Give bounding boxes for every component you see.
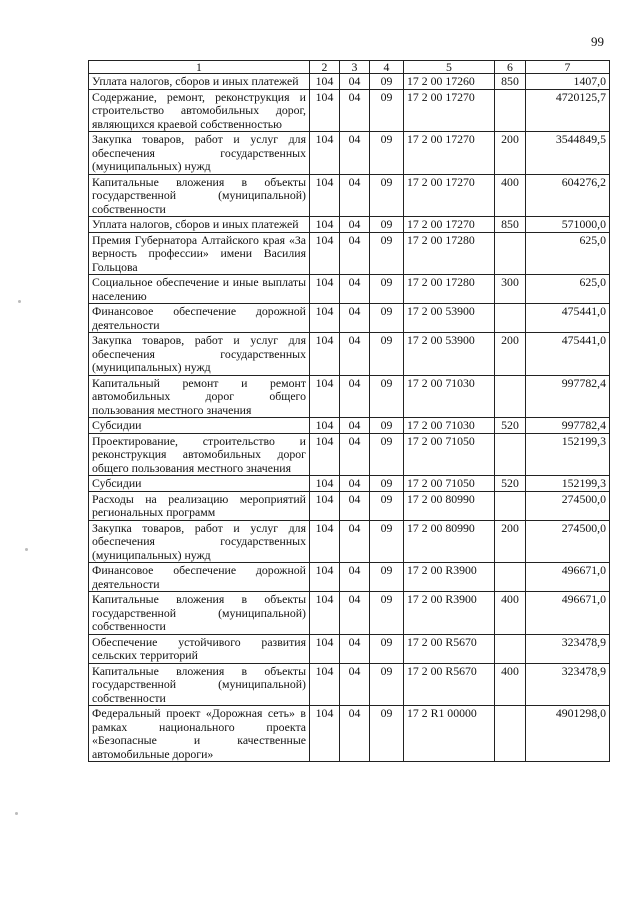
cell-code-5: 17 2 00 17270 xyxy=(404,89,495,132)
cell-code-2: 104 xyxy=(310,89,340,132)
table-row xyxy=(89,333,610,376)
header-cell: 3 xyxy=(340,61,370,74)
cell-amount: 496671,0 xyxy=(526,563,610,592)
cell-code-6 xyxy=(495,433,526,476)
cell-code-2: 104 xyxy=(310,476,340,492)
cell-code-4: 09 xyxy=(370,304,404,333)
cell-name: Капитальные вложения в объекты государственной (муниципальной) собственности xyxy=(89,592,310,635)
cell-code-2: 104 xyxy=(310,304,340,333)
table-row xyxy=(89,375,610,418)
cell-code-5: 17 2 00 80990 xyxy=(404,520,495,563)
budget-table xyxy=(88,60,610,762)
cell-code-4: 09 xyxy=(370,663,404,706)
cell-code-3: 04 xyxy=(340,491,370,520)
table-row xyxy=(89,563,610,592)
cell-code-5: 17 2 00 17270 xyxy=(404,217,495,233)
cell-code-5: 17 2 00 71050 xyxy=(404,476,495,492)
table-row xyxy=(89,174,610,217)
cell-amount: 997782,4 xyxy=(526,418,610,434)
cell-amount: 496671,0 xyxy=(526,592,610,635)
table-row xyxy=(89,433,610,476)
cell-code-3: 04 xyxy=(340,563,370,592)
cell-code-4: 09 xyxy=(370,706,404,762)
table-row xyxy=(89,663,610,706)
cell-code-5: 17 2 00 R3900 xyxy=(404,563,495,592)
header-cell: 4 xyxy=(370,61,404,74)
cell-amount: 152199,3 xyxy=(526,476,610,492)
cell-code-4: 09 xyxy=(370,563,404,592)
cell-name: Капитальные вложения в объекты государственной (муниципальной) собственности xyxy=(89,663,310,706)
cell-name: Уплата налогов, сборов и иных платежей xyxy=(89,217,310,233)
cell-code-6: 200 xyxy=(495,520,526,563)
cell-code-2: 104 xyxy=(310,174,340,217)
cell-code-5: 17 2 00 53900 xyxy=(404,304,495,333)
cell-code-5: 17 2 00 53900 xyxy=(404,333,495,376)
cell-amount: 3544849,5 xyxy=(526,132,610,175)
cell-code-3: 04 xyxy=(340,333,370,376)
cell-code-2: 104 xyxy=(310,333,340,376)
cell-code-3: 04 xyxy=(340,217,370,233)
cell-name: Уплата налогов, сборов и иных платежей xyxy=(89,74,310,90)
cell-name: Финансовое обеспечение дорожной деятельности xyxy=(89,304,310,333)
cell-code-6: 520 xyxy=(495,418,526,434)
cell-code-3: 04 xyxy=(340,433,370,476)
cell-code-4: 09 xyxy=(370,333,404,376)
table-row xyxy=(89,592,610,635)
cell-code-6 xyxy=(495,634,526,663)
cell-code-6 xyxy=(495,375,526,418)
table-row xyxy=(89,304,610,333)
cell-name: Субсидии xyxy=(89,476,310,492)
cell-code-2: 104 xyxy=(310,275,340,304)
table-row xyxy=(89,476,610,492)
cell-code-6 xyxy=(495,232,526,275)
cell-code-2: 104 xyxy=(310,634,340,663)
cell-name: Социальное обеспечение и иные выплаты населению xyxy=(89,275,310,304)
cell-amount: 4901298,0 xyxy=(526,706,610,762)
cell-code-5: 17 2 00 71050 xyxy=(404,433,495,476)
cell-code-5: 17 2 00 17270 xyxy=(404,174,495,217)
page-number: 99 xyxy=(591,34,604,49)
cell-amount: 571000,0 xyxy=(526,217,610,233)
cell-code-4: 09 xyxy=(370,232,404,275)
cell-code-4: 09 xyxy=(370,634,404,663)
cell-code-5: 17 2 00 R3900 xyxy=(404,592,495,635)
cell-amount: 1407,0 xyxy=(526,74,610,90)
cell-amount: 274500,0 xyxy=(526,520,610,563)
cell-code-4: 09 xyxy=(370,89,404,132)
cell-code-5: 17 2 00 17280 xyxy=(404,275,495,304)
cell-code-3: 04 xyxy=(340,74,370,90)
cell-code-6: 200 xyxy=(495,333,526,376)
cell-code-5: 17 2 00 17280 xyxy=(404,232,495,275)
cell-name: Расходы на реализацию мероприятий региональных программ xyxy=(89,491,310,520)
cell-code-5: 17 2 00 71030 xyxy=(404,418,495,434)
scan-speck xyxy=(15,812,18,815)
cell-code-4: 09 xyxy=(370,418,404,434)
cell-code-5: 17 2 00 71030 xyxy=(404,375,495,418)
cell-name: Капитальный ремонт и ремонт автомобильных дорог общего пользования местного значения xyxy=(89,375,310,418)
cell-code-3: 04 xyxy=(340,520,370,563)
header-cell: 1 xyxy=(89,61,310,74)
cell-code-4: 09 xyxy=(370,433,404,476)
cell-code-2: 104 xyxy=(310,663,340,706)
cell-code-3: 04 xyxy=(340,174,370,217)
cell-code-2: 104 xyxy=(310,217,340,233)
cell-code-5: 17 2 R1 00000 xyxy=(404,706,495,762)
cell-code-2: 104 xyxy=(310,375,340,418)
cell-name: Обеспечение устойчивого развития сельских территорий xyxy=(89,634,310,663)
cell-name: Закупка товаров, работ и услуг для обеспечения государственных (муниципальных) нужд xyxy=(89,132,310,175)
cell-code-3: 04 xyxy=(340,232,370,275)
cell-code-5: 17 2 00 17260 xyxy=(404,74,495,90)
cell-name: Субсидии xyxy=(89,418,310,434)
cell-code-4: 09 xyxy=(370,592,404,635)
cell-code-4: 09 xyxy=(370,74,404,90)
table-row xyxy=(89,634,610,663)
table-row xyxy=(89,74,610,90)
cell-code-6: 520 xyxy=(495,476,526,492)
table-row xyxy=(89,89,610,132)
cell-code-2: 104 xyxy=(310,232,340,275)
cell-amount: 625,0 xyxy=(526,275,610,304)
cell-amount: 604276,2 xyxy=(526,174,610,217)
cell-amount: 274500,0 xyxy=(526,491,610,520)
cell-code-2: 104 xyxy=(310,592,340,635)
header-cell: 7 xyxy=(526,61,610,74)
table-row xyxy=(89,232,610,275)
cell-code-2: 104 xyxy=(310,706,340,762)
cell-code-3: 04 xyxy=(340,476,370,492)
cell-code-5: 17 2 00 17270 xyxy=(404,132,495,175)
cell-code-5: 17 2 00 80990 xyxy=(404,491,495,520)
cell-amount: 475441,0 xyxy=(526,333,610,376)
cell-code-4: 09 xyxy=(370,375,404,418)
header-row xyxy=(89,61,610,74)
cell-amount: 997782,4 xyxy=(526,375,610,418)
cell-name: Капитальные вложения в объекты государственной (муниципальной) собственности xyxy=(89,174,310,217)
cell-code-3: 04 xyxy=(340,663,370,706)
header-cell: 5 xyxy=(404,61,495,74)
cell-name: Проектирование, строительство и реконструкция автомобильных дорог общего пользования местного значения xyxy=(89,433,310,476)
cell-code-4: 09 xyxy=(370,174,404,217)
cell-code-6: 400 xyxy=(495,174,526,217)
cell-amount: 4720125,7 xyxy=(526,89,610,132)
cell-code-3: 04 xyxy=(340,706,370,762)
cell-code-5: 17 2 00 R5670 xyxy=(404,634,495,663)
cell-code-6 xyxy=(495,563,526,592)
cell-code-6: 400 xyxy=(495,663,526,706)
cell-code-6 xyxy=(495,89,526,132)
cell-code-3: 04 xyxy=(340,375,370,418)
cell-name: Премия Губернатора Алтайского края «За верность профессии» имени Василия Гольцова xyxy=(89,232,310,275)
table-row xyxy=(89,418,610,434)
cell-code-2: 104 xyxy=(310,563,340,592)
cell-code-3: 04 xyxy=(340,418,370,434)
cell-code-3: 04 xyxy=(340,304,370,333)
cell-code-6 xyxy=(495,491,526,520)
cell-amount: 323478,9 xyxy=(526,663,610,706)
cell-code-2: 104 xyxy=(310,491,340,520)
cell-code-6: 200 xyxy=(495,132,526,175)
cell-code-3: 04 xyxy=(340,275,370,304)
table-row xyxy=(89,132,610,175)
cell-code-6 xyxy=(495,706,526,762)
cell-code-4: 09 xyxy=(370,476,404,492)
cell-code-4: 09 xyxy=(370,520,404,563)
cell-code-6: 850 xyxy=(495,74,526,90)
cell-code-6: 850 xyxy=(495,217,526,233)
cell-code-4: 09 xyxy=(370,217,404,233)
cell-code-5: 17 2 00 R5670 xyxy=(404,663,495,706)
cell-code-6 xyxy=(495,304,526,333)
table-row xyxy=(89,275,610,304)
cell-code-2: 104 xyxy=(310,418,340,434)
cell-code-3: 04 xyxy=(340,634,370,663)
cell-code-3: 04 xyxy=(340,89,370,132)
cell-code-6: 400 xyxy=(495,592,526,635)
cell-name: Содержание, ремонт, реконструкция и строительство автомобильных дорог, являющихся краевой собственностью xyxy=(89,89,310,132)
cell-code-2: 104 xyxy=(310,433,340,476)
cell-code-4: 09 xyxy=(370,275,404,304)
cell-name: Закупка товаров, работ и услуг для обеспечения государственных (муниципальных) нужд xyxy=(89,520,310,563)
cell-amount: 323478,9 xyxy=(526,634,610,663)
cell-code-2: 104 xyxy=(310,520,340,563)
cell-amount: 475441,0 xyxy=(526,304,610,333)
cell-code-2: 104 xyxy=(310,74,340,90)
table-row xyxy=(89,520,610,563)
cell-code-4: 09 xyxy=(370,491,404,520)
cell-code-4: 09 xyxy=(370,132,404,175)
header-cell: 6 xyxy=(495,61,526,74)
scan-speck xyxy=(18,300,21,303)
cell-code-3: 04 xyxy=(340,592,370,635)
cell-amount: 625,0 xyxy=(526,232,610,275)
header-cell: 2 xyxy=(310,61,340,74)
scan-speck xyxy=(25,548,28,551)
table-row xyxy=(89,706,610,762)
cell-code-6: 300 xyxy=(495,275,526,304)
cell-code-2: 104 xyxy=(310,132,340,175)
cell-name: Закупка товаров, работ и услуг для обеспечения государственных (муниципальных) нужд xyxy=(89,333,310,376)
table-row xyxy=(89,491,610,520)
cell-name: Федеральный проект «Дорожная сеть» в рамках национального проекта «Безопасные и качественные автомобильные дороги» xyxy=(89,706,310,762)
cell-amount: 152199,3 xyxy=(526,433,610,476)
table-row xyxy=(89,217,610,233)
cell-name: Финансовое обеспечение дорожной деятельности xyxy=(89,563,310,592)
cell-code-3: 04 xyxy=(340,132,370,175)
